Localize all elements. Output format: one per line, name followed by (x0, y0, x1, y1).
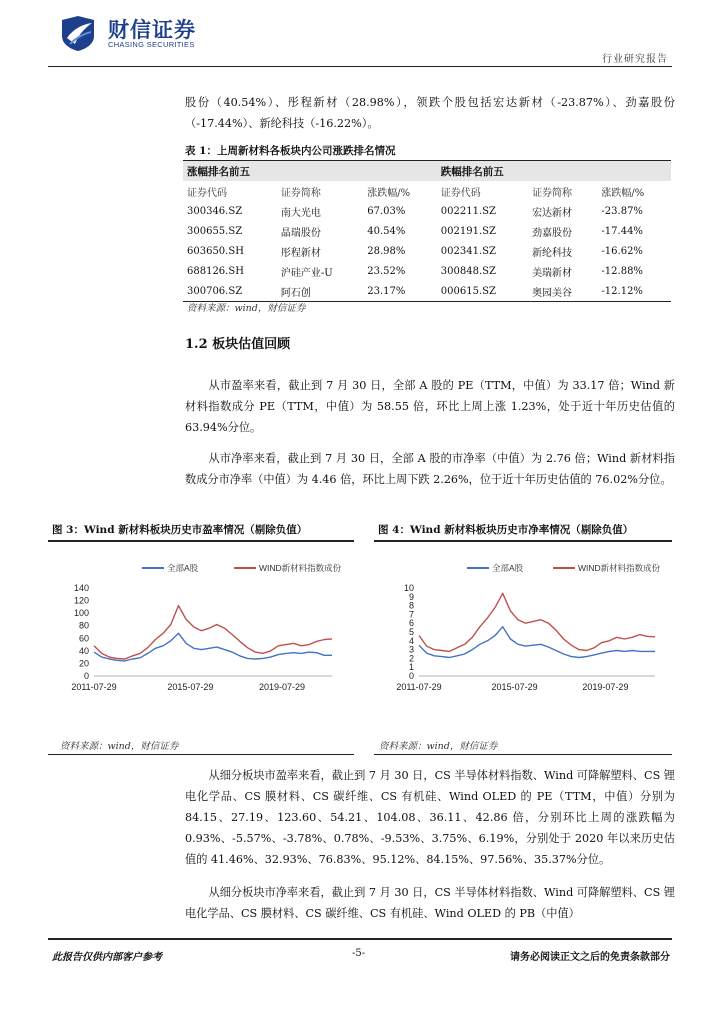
series-line-0 (419, 627, 655, 658)
y-tick-label: 3 (408, 644, 414, 655)
x-tick-label: 2019-07-29 (258, 682, 306, 692)
col-header: 涨跌幅/% (601, 187, 645, 199)
sub-pe-text: 从细分板块市盈率来看，截止到 7 月 30 日，CS 半导体材料指数、Wind 可降解塑料、CS 锂电化学品、CS 膜材料、CS 碳纤维、CS 有机硅、Wind OLED 的 PE（TTM，中值）分别为 84.15、27.19、123.60、54.21、104.08、36.11、42.86 倍，分别环比上周的涨跌幅为 0.93%、-5.57%、-3.78%、0.78%、-9.53%、3.75%、6.19%，分别处于 2020 年以来历史估值的 41.46%、32.93%、76.83%、95.12%、84.15%、97.56%、35.37%分位。 (185, 769, 675, 866)
fig4-title: 图 4：Wind 新材料板块历史市净率情况（剔除负值） (378, 524, 634, 536)
table-cell: -17.44% (601, 225, 643, 237)
fig3-bottom-rule (48, 754, 354, 755)
table-cell: 美瑞新材 (532, 267, 573, 279)
table-cell: 彤程新材 (280, 247, 321, 259)
fig4-source: 资料来源：wind，财信证券 (379, 741, 498, 752)
header-rule (48, 66, 672, 67)
table-cell: 23.17% (363, 281, 437, 302)
col-header: 证券代码 (187, 187, 227, 199)
pe-history-chart (50, 552, 350, 702)
report-type-label: 行业研究报告 (602, 54, 668, 65)
table-row (183, 261, 671, 281)
table-cell: -12.12% (597, 281, 671, 302)
table-cell: 300706.SZ (183, 281, 277, 302)
y-tick-label: 120 (73, 595, 89, 606)
col-header: 证券简称 (280, 187, 321, 199)
legend-label-0: 全部A股 (167, 563, 199, 573)
col-header: 证券简称 (532, 187, 573, 199)
table-row (183, 241, 671, 261)
page-number: -5- (352, 948, 366, 959)
col-header: 证券代码 (440, 187, 481, 199)
table-cell: 阿石创 (277, 281, 363, 302)
y-tick-label: 7 (408, 609, 414, 620)
footer-notice: 请务必阅读正文之后的免责条款部分 (510, 952, 670, 963)
table-cell: 劲嘉股份 (532, 227, 573, 239)
table-row (183, 201, 671, 221)
x-tick-label: 2015-07-29 (491, 682, 538, 692)
fig3-rule (48, 540, 354, 542)
legend-label-1: WIND新材料指数成份 (259, 563, 342, 573)
y-tick-label: 5 (408, 627, 414, 637)
loss-header: 跌幅排名前五 (437, 161, 671, 182)
y-tick-label: 0 (408, 671, 414, 681)
y-tick-label: 10 (403, 583, 414, 593)
table-row (183, 281, 671, 302)
table-cell: 晶瑞股份 (280, 227, 321, 239)
stock-ranking-table (183, 160, 671, 302)
series-line-1 (419, 593, 655, 651)
company-logo-icon (58, 14, 98, 52)
table-group-header (183, 161, 671, 182)
table-cell: -23.87% (601, 205, 643, 217)
y-tick-label: 140 (73, 583, 89, 593)
legend-label-1: WIND新材料指数成份 (578, 563, 661, 573)
pb-history-chart (375, 552, 673, 702)
y-tick-label: 8 (408, 600, 414, 611)
y-tick-label: 1 (408, 662, 414, 673)
table1-source: 资料来源：wind，财信证券 (187, 303, 306, 314)
y-tick-label: 9 (408, 591, 414, 602)
table-cell: 沪硅产业-U (280, 267, 333, 279)
pb-paragraph (185, 448, 675, 490)
table-cell: 宏达新材 (532, 207, 573, 219)
y-tick-label: 20 (78, 658, 89, 669)
y-tick-label: 6 (408, 618, 414, 629)
sub-pe-paragraph (185, 765, 675, 870)
gain-header: 涨幅排名前五 (183, 161, 437, 182)
sub-pb-paragraph (185, 882, 675, 924)
fig3-source: 资料来源：wind，财信证券 (60, 741, 179, 752)
table1-title: 表 1：上周新材料各板块内公司涨跌排名情况 (185, 145, 396, 157)
fig3-title: 图 3：Wind 新材料板块历史市盈率情况（剔除负值） (52, 524, 308, 536)
table-cell: 奥园美谷 (528, 281, 597, 302)
table-row (183, 221, 671, 241)
logo-text-en: CHASING SECURITIES (108, 40, 195, 49)
table-cell: 300346.SZ (187, 205, 243, 217)
table-column-headers (183, 181, 671, 201)
sub-pb-text: 从细分板块市净率来看，截止到 7 月 30 日，CS 半导体材料指数、Wind 可降解塑料、CS 锂电化学品、CS 膜材料、CS 碳纤维、CS 有机硅、Wind OLED 的 PB（中值） (185, 886, 675, 920)
table-cell: 300655.SZ (187, 225, 243, 237)
pb-text: 从市净率来看，截止到 7 月 30 日，全部 A 股的市净率（中值）为 2.76 倍；Wind 新材料指数成分市净率（中值）为 4.46 倍，环比上周下跌 2.26%，位于近十年历史估值的 76.02%分位。 (185, 452, 675, 486)
pe-text: 从市盈率来看，截止到 7 月 30 日，全部 A 股的 PE（TTM，中值）为 33.17 倍；Wind 新材料指数成分 PE（TTM，中值）为 58.55 倍，环比上周上涨 1.23%，处于近十年历史估值的 63.94%分位。 (185, 379, 675, 434)
table-cell: 002191.SZ (440, 225, 496, 237)
x-tick-label: 2011-07-29 (71, 682, 117, 692)
table-cell: 688126.SH (187, 265, 244, 277)
intro-text: 股份（40.54%）、彤程新材（28.98%），领跌个股包括宏达新材（-23.87%）、劲嘉股份（-17.44%）、新纶科技（-16.22%）。 (185, 96, 675, 130)
table-cell: 300848.SZ (440, 265, 496, 277)
legend-label-0: 全部A股 (492, 563, 524, 573)
x-tick-label: 2015-07-29 (167, 682, 214, 692)
fig4-rule (374, 540, 672, 542)
table-cell: 南大光电 (280, 207, 321, 219)
y-tick-label: 80 (78, 620, 89, 631)
section-heading: 1.2 板块估值回顾 (185, 337, 291, 352)
x-tick-label: 2011-07-29 (396, 682, 442, 692)
series-line-1 (94, 606, 332, 659)
table-cell: 000615.SZ (437, 281, 528, 302)
y-tick-label: 40 (78, 645, 89, 656)
y-tick-label: 0 (83, 671, 89, 681)
y-tick-label: 60 (78, 633, 89, 644)
col-header: 涨跌幅/% (367, 187, 411, 199)
table-cell: 新纶科技 (532, 247, 573, 259)
table-cell: 002341.SZ (440, 245, 496, 257)
table-cell: 28.98% (367, 245, 406, 257)
table-cell: -12.88% (601, 265, 643, 277)
table-cell: 40.54% (367, 225, 406, 237)
y-tick-label: 2 (408, 653, 414, 664)
logo-text-cn: 财信证券 (108, 18, 196, 42)
footer-disclaimer: 此报告仅供内部客户参考 (52, 952, 162, 963)
y-tick-label: 100 (73, 608, 89, 619)
x-tick-label: 2019-07-29 (582, 682, 629, 692)
fig4-bottom-rule (374, 754, 672, 755)
table-cell: -16.62% (601, 245, 643, 257)
intro-paragraph (185, 92, 675, 134)
table-cell: 23.52% (367, 265, 406, 277)
y-tick-label: 4 (408, 635, 414, 646)
footer-rule (48, 938, 672, 940)
pe-paragraph (185, 375, 675, 438)
table-cell: 67.03% (367, 205, 406, 217)
table-cell: 002211.SZ (440, 205, 496, 217)
table-cell: 603650.SH (187, 245, 244, 257)
